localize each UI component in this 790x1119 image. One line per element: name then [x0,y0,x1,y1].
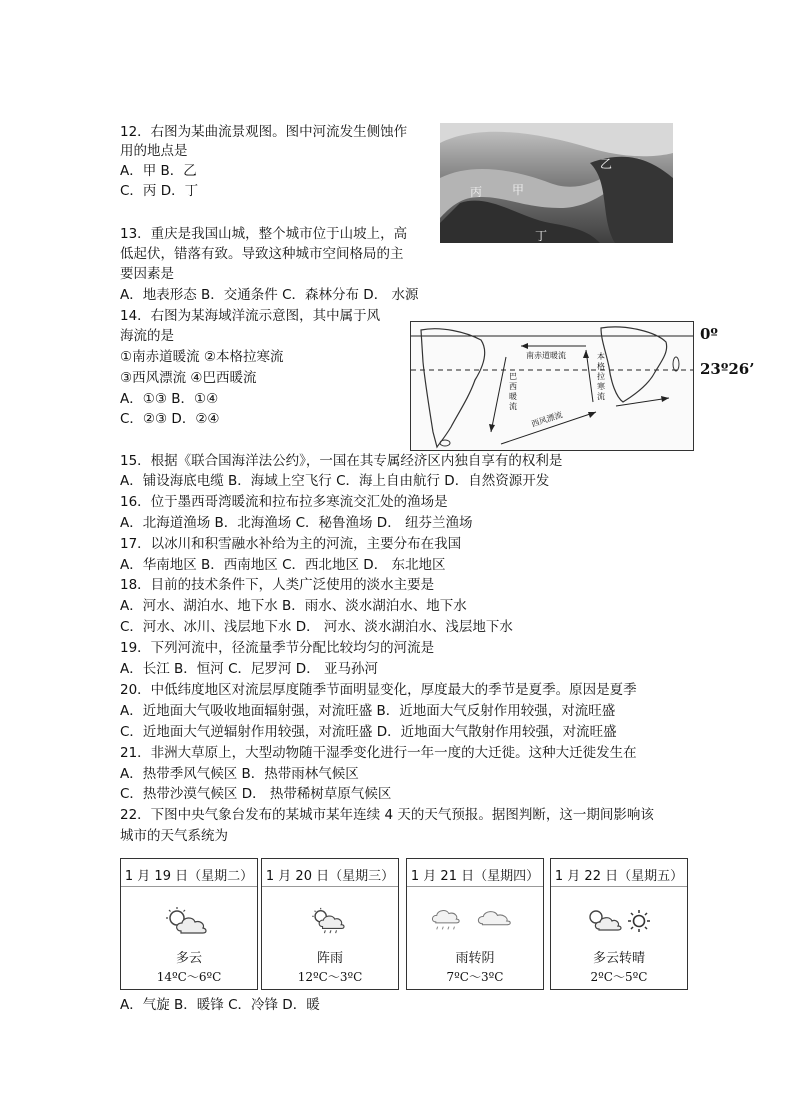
photo-label-yi: 乙 [600,157,613,171]
q14-items-line1: ①南赤道暖流 ②本格拉寒流 [120,349,284,365]
shower-icon [308,907,352,935]
q13-stem-line2: 低起伏，错落有致。导致这种城市空间格局的主 [120,246,404,262]
q12-stem-line1: 12．右图为某曲流景观图。图中河流发生侧蚀作 [120,124,408,140]
forecast-date: 1 月 19 日（星期二） [124,869,254,884]
q21-stem: 21．非洲大草原上，大型动物随干湿季变化进行一年一度的大迁徙。这种大迁徙发生在 [120,745,637,761]
forecast-date: 1 月 21 日（星期四） [410,869,540,884]
q21-options-cd: C．热带沙漠气候区 D． 热带稀树草原气候区 [120,786,392,802]
forecast-desc: 多云 [175,951,202,966]
q19-stem: 19．下列河流中，径流量季节分配比较均匀的河流是 [120,640,435,656]
photo-label-jia: 甲 [512,183,525,197]
forecast-desc: 雨转阴 [455,951,495,966]
q13-options: A．地表形态 B．交通条件 C．森林分布 D． 水源 [120,287,419,303]
forecast-desc: 阵雨 [316,951,343,966]
label-tropic-of-capricorn: 23º26’ [700,360,755,378]
ocean-current-drawing [411,322,693,450]
meander-photo [440,123,673,243]
q12-options-cd: C．丙 D．丁 [120,183,199,199]
q19-options: A．长江 B．恒河 C．尼罗河 D． 亚马孙河 [120,661,378,677]
q13-stem-line1: 13．重庆是我国山城，整个城市位于山坡上，高 [120,226,408,242]
ocean-current-map [410,321,694,451]
photo-label-ding: 丁 [535,229,548,243]
forecast-card-day4 [550,858,688,990]
forecast-temp: 12ºC～3ºC [297,970,363,984]
forecast-card-day1 [120,858,258,990]
q22-stem-line2: 城市的天气系统为 [120,828,228,844]
label-brazil-current: 巴西暖流 [509,372,517,411]
photo-label-bing: 丙 [470,185,483,199]
forecast-temp: 7ºC～3ºC [446,970,504,984]
forecast-desc: 多云转晴 [592,951,645,966]
q14-items-line2: ③西风漂流 ④巴西暖流 [120,370,257,386]
q12-stem-line2: 用的地点是 [120,143,188,159]
q20-options-ab: A．近地面大气吸收地面辐射强，对流旺盛 B．近地面大气反射作用较强，对流旺盛 [120,703,616,719]
q15-options: A．铺设海底电缆 B．海域上空飞行 C．海上自由航行 D．自然资源开发 [120,473,550,489]
forecast-temp: 2ºC～5ºC [590,970,648,984]
q13-stem-line3: 要因素是 [120,266,174,282]
q14-stem-line2: 海流的是 [120,328,174,344]
q21-options-ab: A．热带季风气候区 B．热带雨林气候区 [120,766,359,782]
rain-to-overcast-icon [427,907,523,935]
q14-options-ab: A．①③ B．①④ [120,391,219,407]
label-south-equatorial-current: 南赤道暖流 [526,351,566,360]
q18-stem: 18．目前的技术条件下，人类广泛使用的淡水主要是 [120,577,435,593]
q22-stem-line1: 22．下图中央气象台发布的某城市某年连续 4 天的天气预报。据图判断，这一期间影响该 [120,807,654,823]
q16-stem: 16．位于墨西哥湾暖流和拉布拉多寒流交汇处的渔场是 [120,494,448,510]
forecast-temp: 14ºC～6ºC [156,970,222,984]
q15-stem: 15．根据《联合国海洋法公约》，一国在其专属经济区内独自享有的权利是 [120,453,563,469]
forecast-card-day3 [406,858,544,990]
q20-stem: 20．中低纬度地区对流层厚度随季节面明显变化，厚度最大的季节是夏季。原因是夏季 [120,682,637,698]
q12-options-ab: A．甲 B．乙 [120,163,197,179]
forecast-date: 1 月 22 日（星期五） [554,869,684,884]
q18-options-cd: C．河水、冰川、浅层地下水 D． 河水、淡水湖泊水、浅层地下水 [120,619,513,635]
q14-options-cd: C．②③ D．②④ [120,411,220,427]
forecast-card-day2 [261,858,399,990]
label-west-wind-drift: 西风漂流 [530,410,564,429]
label-equator: 0º [700,325,718,343]
cloudy-to-sunny-icon [585,907,655,935]
q22-options: A．气旋 B．暖锋 C．冷锋 D．暖 [120,997,320,1013]
q17-stem: 17．以冰川和积雪融水补给为主的河流，主要分布在我国 [120,536,462,552]
q20-options-cd: C．近地面大气逆辐射作用较强，对流旺盛 D．近地面大气散射作用较强，对流旺盛 [120,724,617,740]
forecast-date: 1 月 20 日（星期三） [265,869,395,884]
q18-options-ab: A．河水、湖泊水、地下水 B．雨水、淡水湖泊水、地下水 [120,598,467,614]
q16-options: A．北海道渔场 B．北海渔场 C．秘鲁渔场 D． 纽芬兰渔场 [120,515,473,531]
q14-stem-line1: 14．右图为某海域洋流示意图，其中属于风 [120,308,381,324]
q17-options: A．华南地区 B．西南地区 C．西北地区 D． 东北地区 [120,557,446,573]
partly-cloudy-icon [163,907,215,935]
label-benguela-current: 本格拉寒流 [597,352,605,401]
